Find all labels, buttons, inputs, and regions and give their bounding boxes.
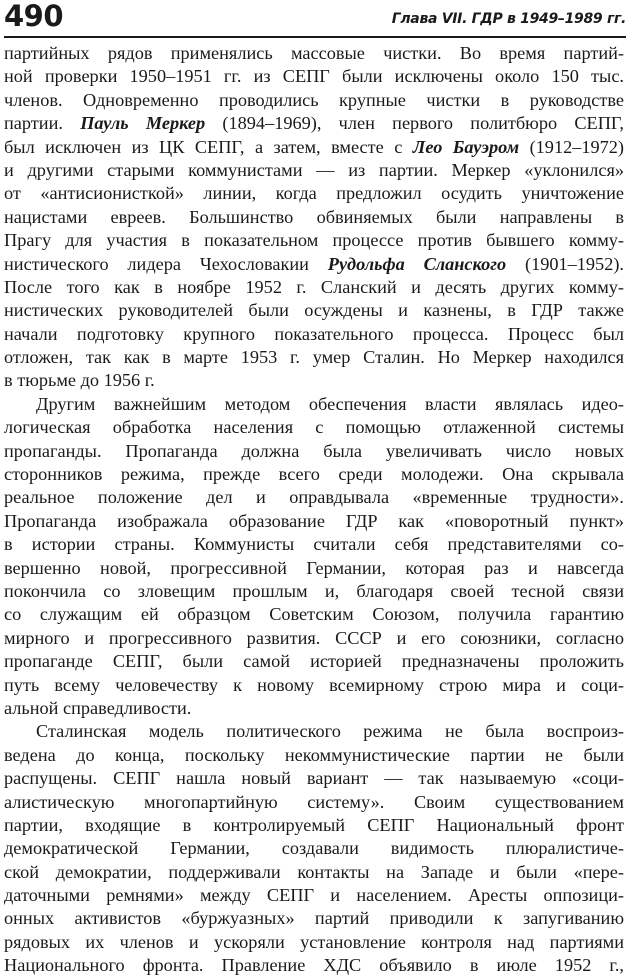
text-line: в истории страны. Коммунисты считали себя представителями со-: [4, 534, 624, 555]
person-name: Пауль Меркер: [80, 113, 206, 134]
text-line: алистическую многопартийную систему». Своим существованием: [4, 791, 624, 812]
text-line: онных активистов «буржуазных» партий приводили к запугиванию: [4, 908, 624, 929]
header-rule: [4, 36, 626, 38]
text-line: партийных рядов применялись массовые чистки. Во время партий-: [4, 43, 624, 63]
text-line: сторонников режима, прежде всего среди молодежи. Она скрывала: [4, 464, 624, 485]
text-line: [4, 112, 624, 135]
text-line: рядовых их членов и ускоряли установление контроля над партиями: [4, 931, 624, 952]
text-line: со служащим ей образцом Советским Союзом, получила гарантию: [4, 604, 624, 625]
text-segment: (1901–1952).: [506, 253, 624, 274]
text-line: членов. Одновременно проводились крупные чистки в руководстве: [4, 89, 624, 110]
text-line: нистических руководителей были осуждены и казнены, в ГДР также: [4, 300, 624, 321]
running-head: Глава VII. ГДР в 1949–1989 гг.: [391, 11, 626, 27]
text-line: нацистами евреев. Большинство обвиняемых были направлены в: [4, 206, 624, 227]
page-number: 490: [4, 0, 64, 33]
text-line: [4, 136, 624, 159]
person-name: Рудольфа Сланского: [327, 253, 507, 274]
text-line: ской демократии, поддерживали контакты на Западе и были «пере-: [4, 861, 624, 882]
text-segment: партии.: [4, 113, 81, 134]
text-line: мирного и прогрессивного развития. СССР и его союзники, согласно: [4, 627, 624, 648]
text-line: в тюрьме до 1956 г.: [4, 370, 155, 391]
text-line: ной проверки 1950–1951 гг. из СЕПГ были исключены около 150 тыс.: [4, 66, 624, 87]
text-line: Прагу для участия в показательном процессе против бывшего комму-: [4, 230, 624, 251]
text-line: логическая обработка населения с помощью отлаженной системы: [4, 417, 624, 438]
text-segment: нистического лидера Чехословакии: [4, 253, 328, 274]
text-line: Пропаганда изображала образование ГДР как «поворотный пункт»: [4, 510, 624, 531]
text-line: После того как в ноябре 1952 г. Сланский и десять других комму-: [4, 276, 624, 297]
text-line: путь всему человечеству к новому всемирному строю мира и соци-: [4, 674, 624, 695]
text-line: Национального фронта. Правление ХДС объявило в июле 1952 г.,: [4, 955, 624, 976]
page-header: [4, 0, 626, 40]
text-line: и другими старыми коммунистами — из партии. Меркер «уклонился»: [4, 159, 624, 180]
text-line: отложен, так как в марте 1953 г. умер Сталин. Но Меркер находился: [4, 347, 624, 368]
text-line: покончила со зловещим прошлым и, благодаря своей тесной связи: [4, 580, 624, 601]
text-line: от «антисионисткой» линии, когда предложил осудить уничтожение: [4, 183, 624, 204]
text-line: [4, 253, 624, 276]
body-text: [4, 42, 624, 978]
text-segment: (1912–1972): [519, 136, 624, 157]
text-line: вершенно новой, прогрессивной Германии, которая раз и навсегда: [4, 557, 624, 578]
text-line: альной справедливости.: [4, 697, 192, 718]
person-name: Лео Бауэром: [412, 136, 520, 157]
text-line: начали подготовку крупного показательного процесса. Процесс был: [4, 323, 624, 344]
text-line: Другим важнейшим методом обеспечения власти являлась идео-: [36, 393, 624, 414]
text-line: демократической Германии, создавали видимость плюралистиче-: [4, 838, 624, 859]
text-segment: был исключен из ЦК СЕПГ, а затем, вместе с: [4, 136, 413, 157]
text-line: распущены. СЕПГ нашла новый вариант — так называемую «соци-: [4, 768, 624, 789]
text-segment: (1894–1969), член первого политбюро СЕПГ,: [205, 113, 624, 134]
text-line: пропаганды. Пропаганда должна была увеличивать число новых: [4, 440, 624, 461]
text-line: даточными ремнями» между СЕПГ и населением. Аресты оппозици-: [4, 885, 624, 906]
text-line: пропаганде СЕПГ, были самой историей предназначены проложить: [4, 651, 624, 672]
text-line: реальное положение дел и оправдывала «временные трудности».: [4, 487, 624, 508]
text-line: партии, входящие в контролируемый СЕПГ Национальный фронт: [4, 814, 624, 835]
text-line: ведена до конца, поскольку некоммунистические партии не были: [4, 744, 624, 765]
text-line: Сталинская модель политического режима не была воспроиз-: [36, 721, 624, 742]
